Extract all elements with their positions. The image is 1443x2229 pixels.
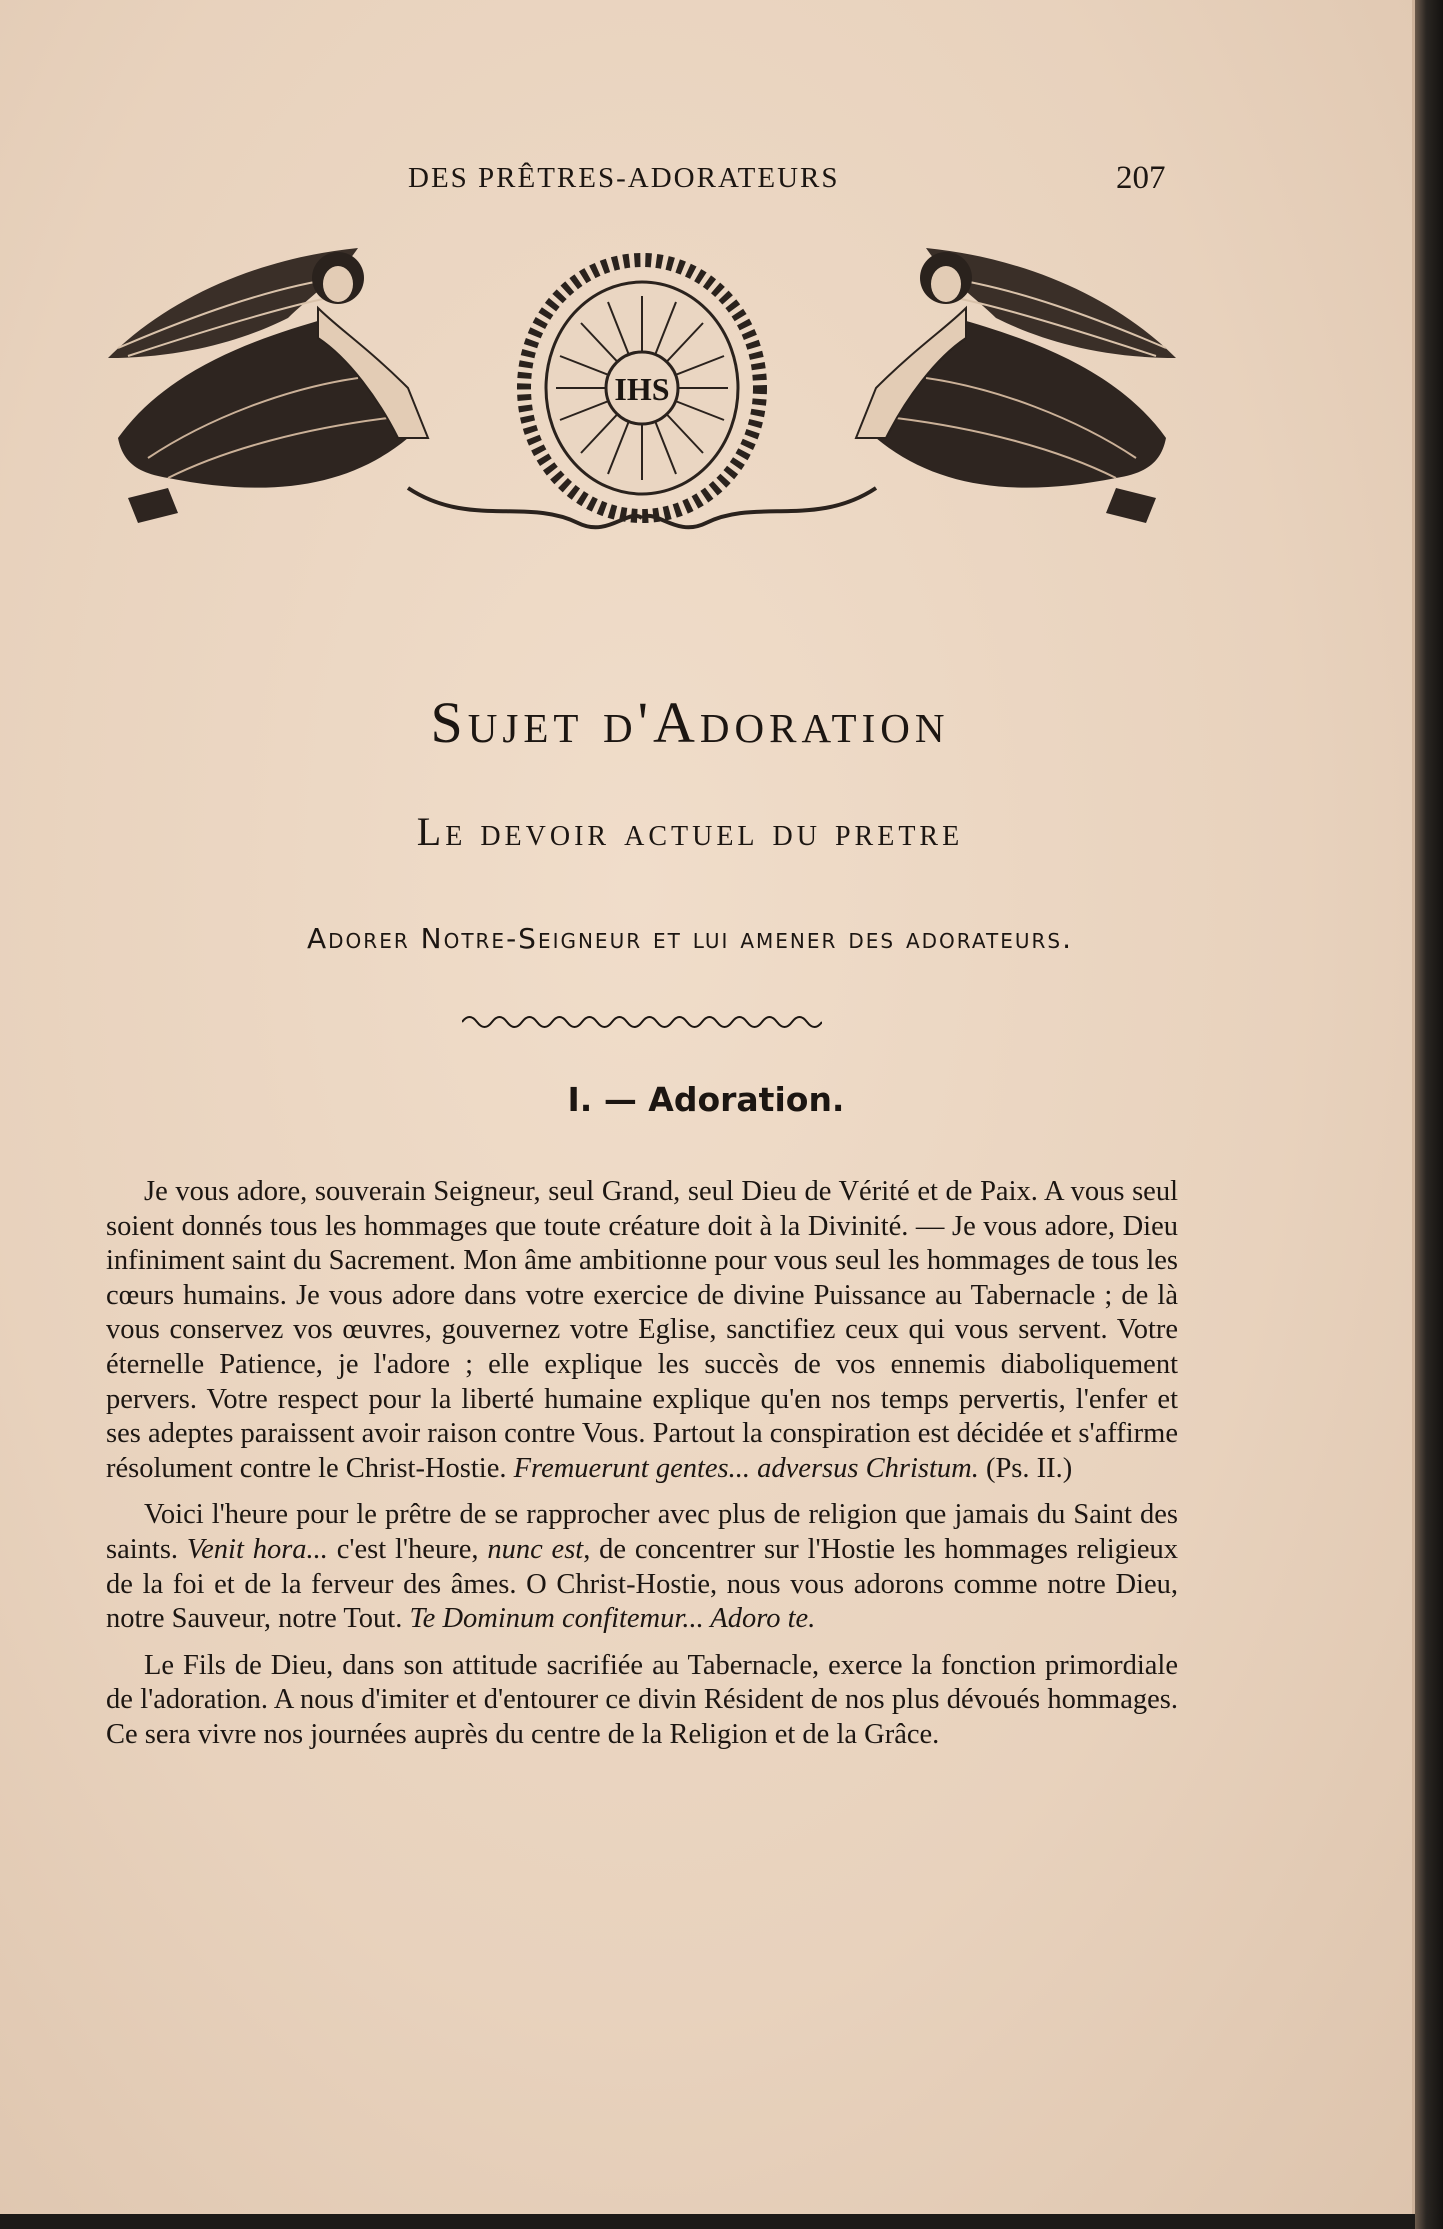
text-run: (Ps. II.) xyxy=(978,1452,1073,1484)
paragraph xyxy=(106,1498,1178,1636)
body-text xyxy=(106,1175,1178,1765)
running-header: DES PRÊTRES-ADORATEURS xyxy=(408,162,840,194)
page-tagline: Adorer Notre-Seigneur et lui amener des adorateurs. xyxy=(307,922,1073,955)
paragraph xyxy=(106,1175,1178,1486)
page-subtitle: Le devoir actuel du pretre xyxy=(416,809,964,854)
page-edge xyxy=(1415,0,1443,2229)
text-run: Voici l'heure pour le prêtre de se rapprocher avec plus de religion que jamais du Saint des saints. xyxy=(106,1499,1178,1565)
section-heading: I. — Adoration. xyxy=(567,1080,845,1119)
latin-quote: nunc est xyxy=(487,1533,584,1565)
page-number: 207 xyxy=(1116,160,1166,196)
text-run: Je vous adore, souverain Seigneur, seul Grand, seul Dieu de Vérité et de Paix. A vous seul soient donnés tous les hommages que toute créature doit à la Divinité. — Je vous adore, Dieu infiniment saint du Sacrement. Mon âme ambitionne pour vous seul les hommages de tous les cœurs humains. Je vous adore dans votre exercice de divine Puissance au Tabernacle ; de là vous conservez vos œuvres, gouvernez votre Eglise, sanctifiez ceux qui vous servent. Votre éternelle Patience, je l'adore ; elle explique les succès de vos ennemis diaboliquement pervers. Votre respect pour la liberté humaine explique qu'en nos temps pervertis, l'enfer et ses adeptes paraissent avoir raison contre Vous. Partout la conspiration est décidée et s'affirme résolument contre le Christ-Hostie. xyxy=(106,1176,1178,1484)
latin-quote: Te Dominum confitemur... Adoro te. xyxy=(409,1603,816,1635)
text-run: Le Fils de Dieu, dans son attitude sacrifiée au Tabernacle, exerce la fonction primordiale de l'adoration. A nous d'imiter et d'entourer ce divin Résident de nos plus dévoués hommages. Ce sera vivre nos journées auprès du centre de la Religion et de la Grâce. xyxy=(106,1649,1178,1750)
latin-quote: Fremuerunt gentes... adversus Christum. xyxy=(513,1452,979,1484)
paragraph xyxy=(106,1649,1178,1753)
text-run: c'est l'heure, xyxy=(327,1533,488,1565)
angels-ornament-illustration xyxy=(108,238,1176,540)
ihs-monogram: IHS xyxy=(614,371,670,407)
decorative-divider xyxy=(462,1010,822,1034)
text-run: , de concentrer sur l'Hostie les hommages religieux de la foi et de la ferveur des âmes. O Christ-Hostie, nous vous adorons comme notre Dieu, notre Sauveur, notre Tout. xyxy=(106,1533,1178,1635)
latin-quote: Venit hora... xyxy=(186,1533,328,1565)
page-title: Sujet d'Adoration xyxy=(430,689,950,755)
